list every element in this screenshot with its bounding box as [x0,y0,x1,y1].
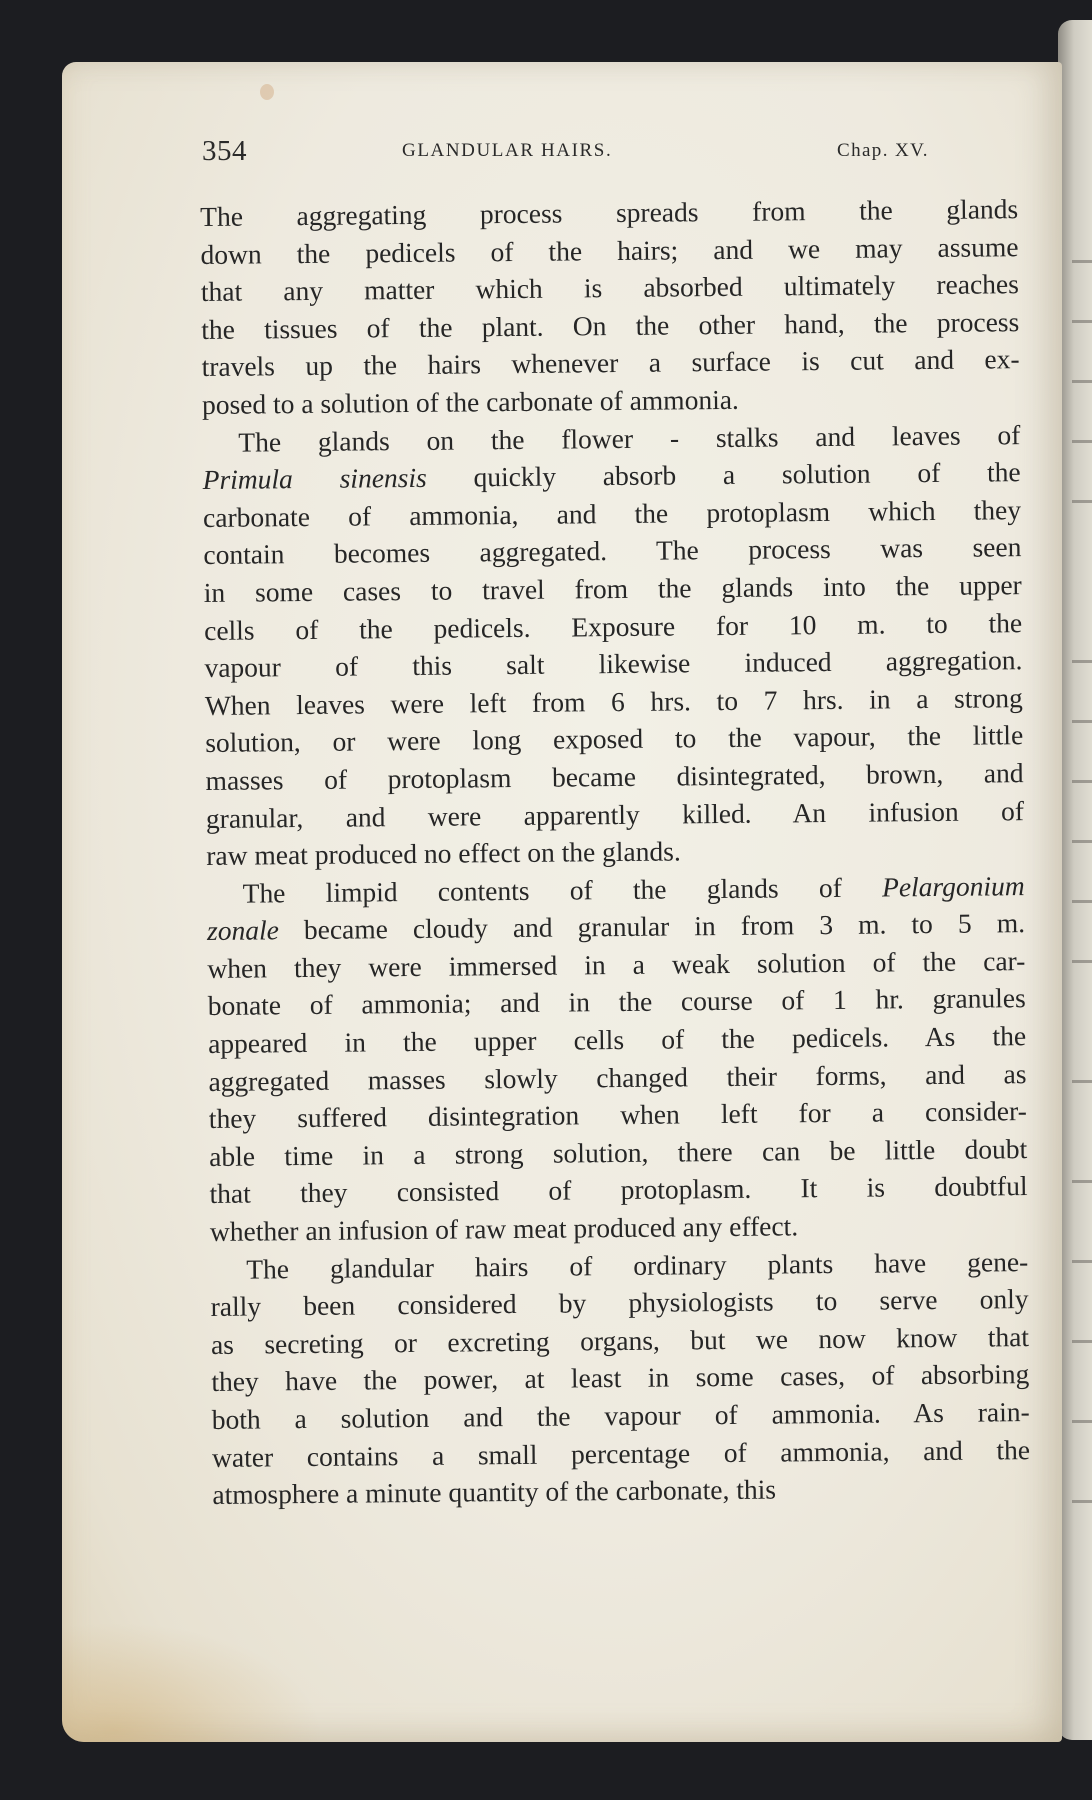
header-title: GLANDULAR HAIRS. [402,140,613,161]
text-segment: When leaves were left from 6 hrs. to 7 hrs. in a strong [204,681,1023,721]
text-segment: cells of the pedicels. Exposure for 10 m. to the [203,606,1023,646]
text-segment: they suffered disintegration when left for a consider- [208,1095,1027,1135]
page-stain [62,1622,322,1742]
text-segment: water contains a small percentage of ammonia, and the [211,1433,1031,1473]
paragraph [202,416,1024,875]
text-segment: solution, or were long exposed to the vapour, the little [205,719,1024,759]
text-segment: whether an infusion of raw meat produced any effect. [209,1210,799,1247]
text-segment: they have the power, at least in some cases, of absorbing [211,1358,1030,1398]
text-line [212,1468,1030,1513]
body-text [200,190,1031,1514]
paragraph [206,867,1028,1251]
text-segment: raw meat produced no effect on the glands. [206,835,681,872]
text-segment: that they consisted of protoplasm. It is doubtful [209,1170,1028,1210]
text-segment: travels up the hairs whenever a surface is cut and ex- [201,343,1020,383]
text-segment: The glandular hairs of ordinary plants have gene- [246,1245,1029,1285]
text-segment: posed to a solution of the carbonate of ammonia. [201,383,739,420]
text-segment: The limpid contents of the glands of [242,871,883,909]
text-segment: the tissues of the plant. On the other hand, the process [201,305,1020,345]
text-line [201,341,1019,386]
text-segment: granular, and were apparently killed. An infusion of [205,794,1025,834]
text-segment: when they were immersed in a weak solution of the car- [207,944,1026,984]
text-segment: down the pedicels of the hairs; and we may assume [200,230,1019,270]
text-segment: quickly absorb a solution of the [426,456,1021,493]
text-segment: aggregated masses slowly changed their forms, and as [208,1057,1027,1097]
text-line [206,792,1024,837]
text-line [209,1168,1027,1213]
text-segment: bonate of ammonia; and in the course of 1 hr. granules [207,982,1026,1022]
text-segment: vapour of this salt likewise induced aggregation. [204,644,1023,684]
text-segment: The aggregating process spreads from the glands [200,193,1019,232]
page-spot [260,84,274,100]
text-segment: contain becomes aggregated. The process was seen [203,531,1022,571]
chapter-label: Chap. XV. [837,140,929,161]
italic-text: Pelargonium [881,869,1025,903]
running-header [202,135,1022,175]
italic-text: Primula sinensis [202,461,427,496]
text-segment: atmosphere a minute quantity of the carbonate, this [212,1473,777,1511]
text-segment: that any matter which is absorbed ultimately reaches [200,268,1020,308]
text-segment: carbonate of ammonia, and the protoplasm which they [202,493,1022,533]
paragraph [210,1243,1030,1514]
text-segment: able time in a strong solution, there can be little doubt [209,1132,1028,1172]
text-segment: became cloudy and granular in from 3 m. to 5 m. [278,907,1026,946]
page-number: 354 [202,135,247,167]
text-segment: appeared in the upper cells of the pedicels. As the [207,1020,1027,1060]
text-segment: in some cases to travel from the glands into the upper [203,569,1022,608]
text-segment: rally been considered by physiologists to serve only [210,1283,1029,1323]
text-segment: as secreting or excreting organs, but we now know that [210,1320,1030,1360]
text-segment: both a solution and the vapour of ammonia. As rain- [211,1396,1030,1435]
paragraph [200,190,1020,423]
next-page-edge [1058,20,1092,1740]
italic-text: zonale [206,914,279,947]
text-segment: masses of protoplasm became disintegrated, brown, and [205,757,1024,796]
text-segment: The glands on the flower - stalks and leaves of [238,418,1021,458]
